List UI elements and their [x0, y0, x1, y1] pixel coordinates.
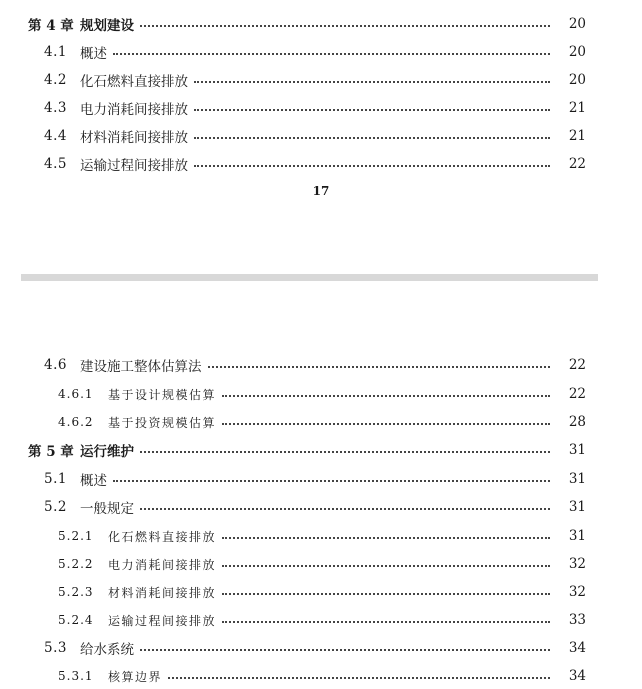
dot-leader: [168, 677, 550, 679]
dot-leader: [222, 593, 550, 595]
toc-entry-page: 20: [568, 44, 586, 60]
toc-entry-number: 5.2.4: [58, 613, 94, 627]
toc-entry-4-5[interactable]: [0, 153, 642, 175]
toc-entry-5-2-4[interactable]: [0, 609, 642, 631]
dot-leader: [113, 480, 550, 482]
dot-leader: [194, 165, 550, 167]
toc-entry-page: 28: [568, 414, 586, 430]
dot-leader: [222, 537, 550, 539]
toc-entry-title: 化石燃料直接排放: [80, 74, 188, 90]
dot-leader: [140, 508, 550, 510]
dot-leader: [194, 137, 550, 139]
toc-entry-number: 5.3.1: [58, 669, 94, 683]
toc-entry-title: 材料消耗间接排放: [108, 585, 217, 600]
toc-entry-4-6[interactable]: [0, 354, 642, 376]
toc-entry-page: 32: [568, 556, 586, 572]
toc-entry-title: 建设施工整体估算法: [80, 359, 202, 375]
toc-entry-number: 5.3: [44, 640, 67, 656]
toc-entry-title: 化石燃料直接排放: [108, 529, 217, 544]
dot-leader: [194, 81, 550, 83]
toc-entry-4-3[interactable]: [0, 97, 642, 119]
dot-leader: [140, 451, 550, 453]
toc-entry-5-1[interactable]: [0, 468, 642, 490]
toc-entry-page: 32: [568, 584, 586, 600]
toc-entry-page: 22: [568, 357, 586, 373]
dot-leader: [208, 366, 551, 368]
toc-entry-page: 20: [568, 16, 586, 32]
page-bottom: [0, 283, 642, 689]
toc-entry-4-6-1[interactable]: [0, 383, 642, 405]
toc-entry-title: 规划建设: [80, 18, 134, 34]
toc-entry-page: 31: [568, 442, 586, 458]
toc-entry-page: 33: [568, 612, 586, 628]
toc-entry-5-3-1[interactable]: [0, 665, 642, 687]
toc-entry-title: 材料消耗间接排放: [80, 130, 188, 146]
toc-entry-title: 基于投资规模估算: [108, 415, 217, 430]
toc-entry-number: 4.1: [44, 44, 67, 60]
page-separator: [21, 274, 598, 281]
dot-leader: [140, 649, 550, 651]
toc-entry-number: 5.1: [44, 471, 67, 487]
toc-entry-page: 20: [568, 72, 586, 88]
toc-entry-number: 5.2.3: [58, 585, 94, 599]
toc-entry-page: 34: [568, 640, 586, 656]
toc-entry-number: 4.6.2: [58, 415, 94, 429]
toc-entry-title: 一般规定: [80, 501, 134, 517]
toc-entry-page: 22: [568, 156, 586, 172]
toc-entry-number: 4.6: [44, 357, 67, 373]
dot-leader: [194, 109, 550, 111]
dot-leader: [222, 395, 550, 397]
dot-leader: [113, 53, 550, 55]
toc-entry-4-4[interactable]: [0, 125, 642, 147]
toc-entry-chapter-4[interactable]: [0, 13, 642, 35]
toc-entry-page: 31: [568, 528, 586, 544]
dot-leader: [222, 565, 550, 567]
toc-entry-number: 5.2.1: [58, 529, 94, 543]
toc-entry-number: 4.2: [44, 72, 67, 88]
toc-entry-number: 4.4: [44, 128, 67, 144]
toc-entry-number: 4.3: [44, 100, 67, 116]
dot-leader: [222, 621, 550, 623]
page-number-folio: 17: [312, 184, 330, 198]
toc-entry-title: 概述: [80, 473, 107, 489]
toc-entry-4-6-2[interactable]: [0, 411, 642, 433]
toc-entry-chapter-5[interactable]: [0, 439, 642, 461]
toc-entry-page: 31: [568, 499, 586, 515]
toc-entry-5-2-1[interactable]: [0, 525, 642, 547]
page-top: [0, 0, 642, 262]
toc-entry-5-3[interactable]: [0, 637, 642, 659]
toc-entry-number: 4.6.1: [58, 387, 94, 401]
toc-entry-4-2[interactable]: [0, 69, 642, 91]
toc-entry-5-2-2[interactable]: [0, 553, 642, 575]
toc-entry-page: 21: [568, 128, 586, 144]
toc-entry-title: 运输过程间接排放: [80, 158, 188, 174]
toc-entry-page: 31: [568, 471, 586, 487]
toc-entry-5-2[interactable]: [0, 496, 642, 518]
toc-entry-page: 21: [568, 100, 586, 116]
toc-entry-title: 给水系统: [80, 642, 134, 658]
toc-entry-title: 概述: [80, 46, 107, 62]
toc-entry-title: 运行维护: [80, 444, 134, 460]
toc-entry-number: 5.2: [44, 499, 67, 515]
toc-entry-title: 运输过程间接排放: [108, 613, 217, 628]
toc-entry-number: 第 4 章: [28, 18, 74, 34]
toc-entry-title: 基于设计规模估算: [108, 387, 217, 402]
toc-entry-page: 22: [568, 386, 586, 402]
toc-entry-title: 核算边界: [108, 669, 163, 684]
toc-entry-5-2-3[interactable]: [0, 581, 642, 603]
toc-entry-number: 第 5 章: [28, 444, 74, 460]
toc-entry-number: 4.5: [44, 156, 67, 172]
toc-entry-page: 34: [568, 668, 586, 684]
toc-entry-number: 5.2.2: [58, 557, 94, 571]
dot-leader: [222, 423, 550, 425]
toc-entry-title: 电力消耗间接排放: [108, 557, 217, 572]
toc-entry-title: 电力消耗间接排放: [80, 102, 188, 118]
toc-entry-4-1[interactable]: [0, 41, 642, 63]
dot-leader: [140, 25, 550, 27]
